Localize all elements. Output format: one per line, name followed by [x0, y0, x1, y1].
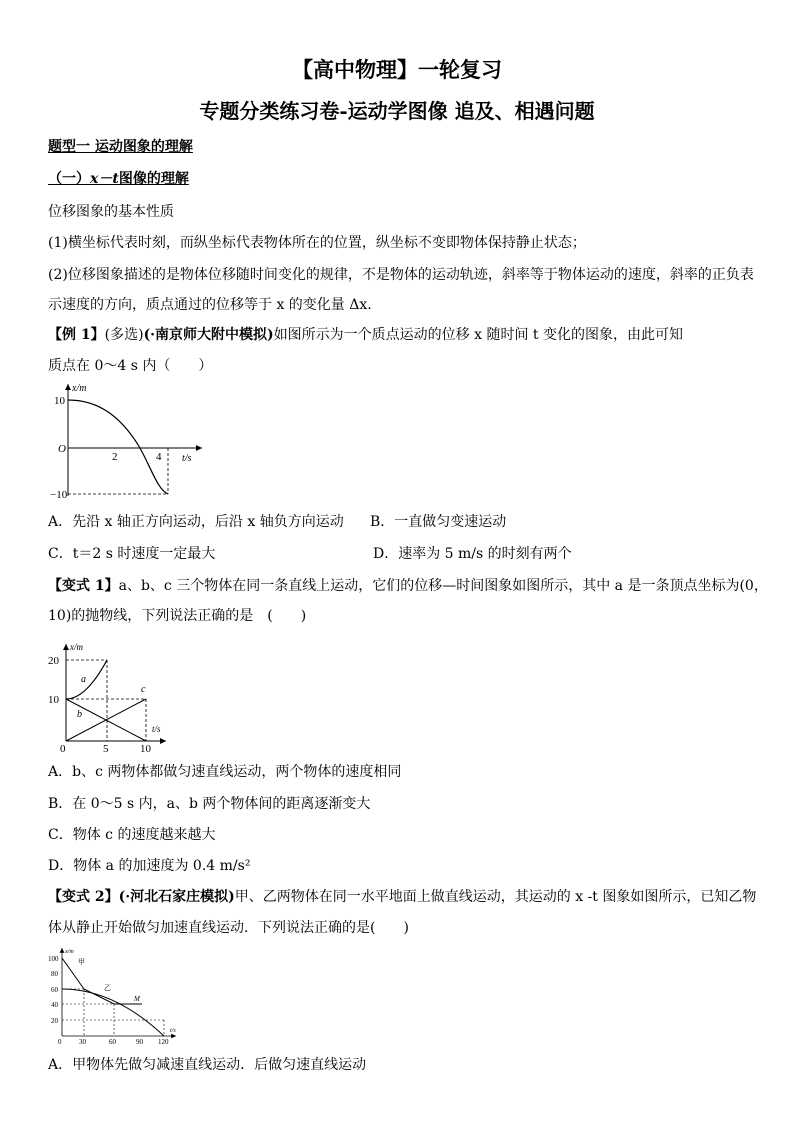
- fig2-xlabel: t/s: [152, 724, 161, 734]
- fig3-xlabel: t/s: [170, 1028, 176, 1034]
- fig2-xtick-0: 0: [60, 743, 66, 752]
- fig3-label-yi: 乙: [104, 984, 111, 992]
- fig2-label-b: b: [77, 709, 82, 720]
- variant-1-line-1: [48, 577, 768, 595]
- subsection-var: x－t: [90, 171, 119, 187]
- fig2-ytick-10: 10: [48, 694, 59, 706]
- fig3-xtick-60: 60: [109, 1038, 116, 1046]
- example-1-text: 如图所示为一个质点运动的位移 x 随时间 t 变化的图象，由此可知: [273, 327, 684, 343]
- example-1-option-c[interactable]: C．t＝2 s 时速度一定最大: [48, 546, 216, 562]
- variant-1-option-b[interactable]: B．在 0～5 s 内，a、b 两个物体间的距离逐渐变大: [48, 796, 371, 812]
- fig2-curve-a: [66, 660, 107, 699]
- fig3-xtick-120: 120: [158, 1038, 169, 1046]
- subsection-heading: [48, 170, 189, 188]
- fig3-label-m: M: [134, 995, 140, 1003]
- fig3-curve-yi: [62, 989, 164, 1036]
- intro-line-1: (1)横坐标代表时刻，而纵坐标代表物体所在的位置，纵坐标不变即物体保持静止状态；: [48, 235, 586, 251]
- example-1-option-a[interactable]: A．先沿 x 轴正方向运动，后沿 x 轴负方向运动: [48, 514, 344, 530]
- fig2-ytick-20: 20: [48, 655, 59, 667]
- example-1-multi: (多选): [104, 327, 144, 343]
- fig2-ylabel: x/m: [70, 642, 83, 652]
- fig2-label-a: a: [81, 674, 86, 685]
- page-subtitle: 专题分类练习卷-运动学图像 追及、相遇问题: [199, 99, 595, 123]
- variant-2-source: (·河北石家庄模拟): [118, 889, 235, 905]
- intro-line-0: 位移图象的基本性质: [48, 204, 174, 220]
- example-1-tag: 【例 1】: [48, 327, 105, 343]
- example-1-option-d[interactable]: D．速率为 5 m/s 的时刻有两个: [373, 546, 572, 562]
- intro-line-2: (2)位移图象描述的是物体位移随时间变化的规律，不是物体的运动轨迹，斜率等于物体运动的速度，斜率的正负表: [48, 267, 754, 283]
- example-1-source: (·南京师大附中模拟): [143, 327, 274, 343]
- variant-1-line-2: 10)的抛物线，下列说法正确的是 ( ): [48, 608, 307, 624]
- fig3-xtick-0: 0: [58, 1038, 62, 1046]
- variant-2-option-a[interactable]: A．甲物体先做匀减速直线运动．后做匀速直线运动: [48, 1057, 367, 1073]
- fig3-ytick-40: 40: [51, 1001, 58, 1009]
- fig1-xtick-2: 2: [112, 451, 118, 463]
- variant-1-tag: 【变式 1】: [48, 578, 119, 594]
- subsection-suffix: 图像的理解: [118, 171, 189, 187]
- variant-1-text: a、b、c 三个物体在同一条直线上运动，它们的位移—时间图象如图所示，其中 a 是一条顶点坐标为(0，: [118, 578, 768, 594]
- figure-3-xt-graph: [44, 944, 184, 1046]
- figure-2-xt-graph: [44, 640, 174, 752]
- fig1-ylabel: x/m: [72, 383, 87, 394]
- example-1-question: [48, 326, 683, 344]
- figure-1-xt-graph: [40, 378, 210, 506]
- variant-1-option-d[interactable]: D．物体 a 的加速度为 0.4 m/s²: [48, 858, 251, 874]
- variant-2-text: 甲、乙两物体在同一水平地面上做直线运动，其运动的 x -t 图象如图所示，已知乙物: [234, 889, 757, 905]
- page-title: 【高中物理】一轮复习: [292, 57, 502, 82]
- fig3-ytick-80: 80: [51, 970, 58, 978]
- fig1-curve: [68, 400, 168, 494]
- example-1-option-b[interactable]: B．一直做匀变速运动: [370, 514, 507, 530]
- variant-1-option-c[interactable]: C．物体 c 的速度越来越大: [48, 827, 216, 843]
- fig2-xtick-5: 5: [103, 743, 109, 752]
- example-1-line-2: 质点在 0～4 s 内（ ）: [48, 358, 213, 374]
- fig1-origin: O: [58, 443, 66, 455]
- fig1-ytick-neg10: −10: [50, 489, 68, 501]
- fig2-label-c: c: [141, 684, 146, 695]
- subsection-prefix: （一）: [48, 171, 90, 187]
- fig2-xtick-10: 10: [140, 743, 151, 752]
- fig3-ytick-60: 60: [51, 986, 58, 994]
- variant-2-tag: 【变式 2】: [48, 889, 119, 905]
- fig1-xlabel: t/s: [182, 453, 192, 464]
- fig3-xtick-30: 30: [79, 1038, 86, 1046]
- fig1-xtick-4: 4: [156, 451, 162, 463]
- fig3-xtick-90: 90: [136, 1038, 143, 1046]
- intro-line-3: 示速度的方向，质点通过的位移等于 x 的变化量 Δx.: [48, 297, 372, 313]
- section-heading: 题型一 运动图象的理解: [48, 139, 193, 155]
- fig3-ytick-20: 20: [51, 1017, 58, 1025]
- fig1-ytick-10: 10: [54, 395, 65, 407]
- variant-2-line-2: 体从静止开始做匀加速直线运动．下列说法正确的是( ): [48, 920, 409, 936]
- variant-2-line-1: [48, 888, 756, 906]
- variant-1-option-a[interactable]: A．b、c 两物体都做匀速直线运动，两个物体的速度相同: [48, 764, 402, 780]
- fig3-label-jia: 甲: [78, 958, 85, 966]
- fig3-ylabel: x/m: [65, 949, 74, 955]
- fig3-ytick-100: 100: [48, 955, 59, 963]
- fig3-line-jia: [62, 958, 142, 1004]
